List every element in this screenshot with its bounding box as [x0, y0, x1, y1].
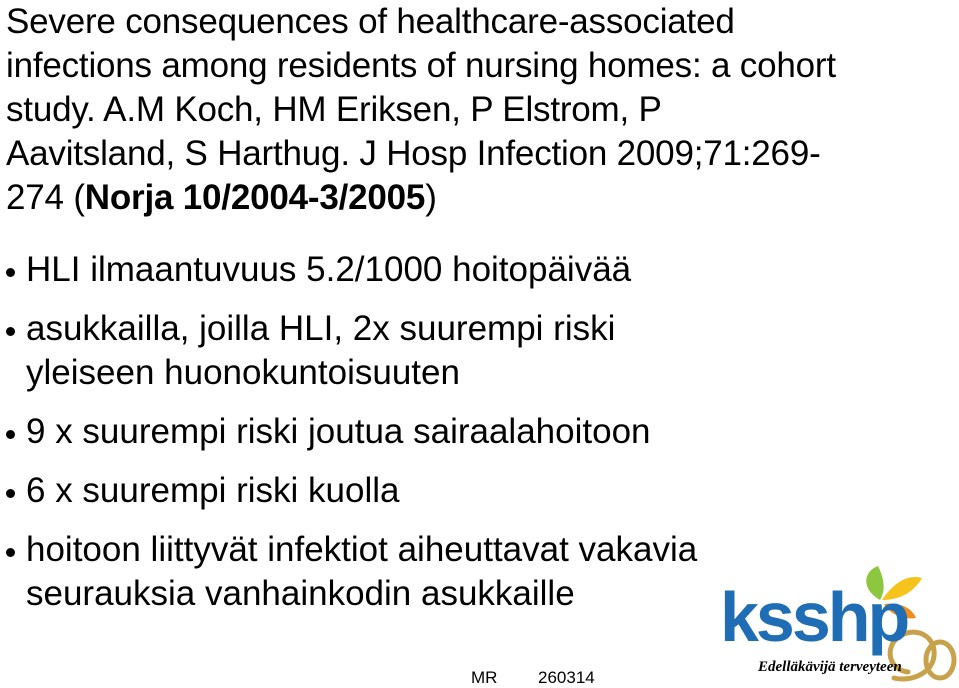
bullet-item	[4, 410, 924, 454]
citation-line	[6, 176, 906, 220]
bullet-dot-icon	[6, 430, 15, 439]
citation-line: infections among residents of nursing homes: a cohort	[6, 46, 836, 85]
bullet-line: yleiseen huonokuntoisuuten	[26, 353, 460, 392]
bullet-line: seurauksia vanhainkodin asukkaille	[26, 574, 575, 613]
bullet-item	[4, 307, 924, 395]
bullet-item	[4, 248, 924, 292]
bullet-dot-icon	[6, 327, 15, 336]
bullet-dot-icon	[6, 268, 15, 277]
bullet-line: 9 x suurempi riski joutua sairaalahoitoon	[26, 412, 651, 451]
citation-line: Aavitsland, S Harthug. J Hosp Infection 2009;71:269-	[6, 134, 821, 173]
bullet-line: 6 x suurempi riski kuolla	[26, 471, 400, 510]
citation-text: 274 (	[6, 178, 85, 217]
bullet-item	[4, 469, 924, 513]
logo-wordmark	[720, 578, 908, 656]
citation-text: )	[425, 178, 437, 217]
footer-date: 260314	[538, 668, 595, 687]
citation-line: study. A.M Koch, HM Eriksen, P Elstrom, P	[6, 90, 662, 129]
footer-author: MR	[471, 668, 498, 687]
logo-tagline: Edelläkävijä terveyteen	[758, 659, 902, 675]
logo-swirl-ring	[926, 642, 954, 678]
bullet-dot-icon	[6, 548, 15, 557]
bullet-line: asukkailla, joilla HLI, 2x suurempi riski	[26, 309, 616, 348]
logo-name: ksshp	[720, 578, 908, 656]
bullet-line: hoitoon liittyvät infektiot aiheuttavat vakavia	[26, 530, 698, 569]
bullet-dot-icon	[6, 489, 15, 498]
citation	[6, 0, 906, 220]
ksshp-logo	[712, 560, 959, 688]
bullet-line: HLI ilmaantuvuus 5.2/1000 hoitopäivää	[26, 250, 632, 289]
citation-line: Severe consequences of healthcare-associated	[6, 2, 735, 41]
study-period: Norja 10/2004-3/2005	[84, 178, 426, 217]
